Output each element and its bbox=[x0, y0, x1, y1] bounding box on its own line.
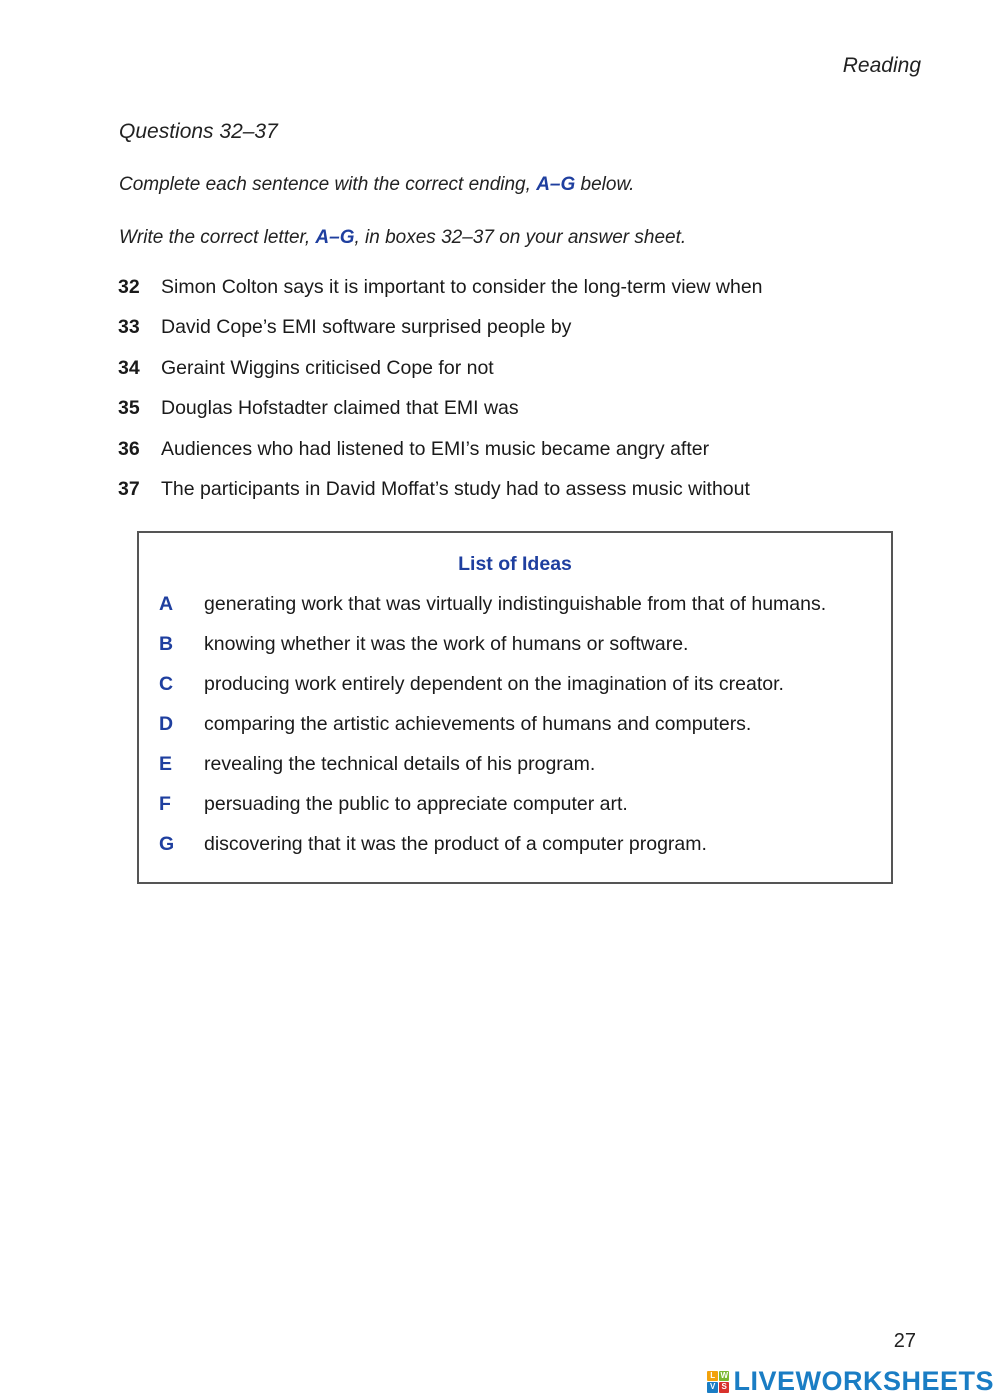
question-text: Audiences who had listened to EMI’s music became angry after bbox=[161, 437, 710, 460]
instruction-1-prefix: Complete each sentence with the correct ending, bbox=[119, 174, 537, 195]
idea-text: discovering that it was the product of a computer program. bbox=[204, 833, 707, 855]
idea-letter: G bbox=[159, 833, 175, 855]
idea-b bbox=[159, 633, 826, 673]
idea-text: knowing whether it was the work of humans or software. bbox=[204, 633, 689, 655]
question-number: 32 bbox=[118, 276, 140, 298]
question-text: David Cope’s EMI software surprised people by bbox=[161, 316, 572, 339]
question-32 bbox=[118, 276, 763, 316]
instruction-2-letter-range: A–G bbox=[315, 227, 355, 248]
idea-a bbox=[159, 593, 826, 633]
question-34 bbox=[118, 357, 763, 397]
list-of-ideas-box bbox=[137, 531, 893, 884]
question-number: 33 bbox=[118, 316, 140, 339]
idea-letter: C bbox=[159, 673, 174, 695]
idea-text: producing work entirely dependent on the imagination of its creator. bbox=[204, 673, 784, 695]
running-header: Reading bbox=[842, 54, 921, 77]
idea-letter: E bbox=[159, 753, 173, 775]
page-number: 27 bbox=[893, 1330, 916, 1352]
question-text: The participants in David Moffat’s study had to assess music without bbox=[161, 477, 750, 500]
question-text: Simon Colton says it is important to consider the long-term view when bbox=[161, 276, 763, 298]
instruction-2-suffix: , in boxes 32–37 on your answer sheet. bbox=[354, 227, 687, 248]
idea-c bbox=[159, 673, 826, 713]
question-33 bbox=[118, 316, 763, 356]
idea-f bbox=[159, 793, 826, 833]
logo-tile-w: W bbox=[720, 1370, 728, 1380]
instruction-write-letter bbox=[119, 227, 686, 249]
idea-text: comparing the artistic achievements of humans and computers. bbox=[204, 713, 752, 735]
question-number: 37 bbox=[118, 477, 140, 500]
question-number: 36 bbox=[118, 437, 140, 460]
question-36 bbox=[118, 438, 763, 478]
idea-d bbox=[159, 713, 826, 753]
question-number: 34 bbox=[118, 356, 140, 379]
ideas-title: List of Ideas bbox=[458, 553, 572, 575]
question-35 bbox=[118, 397, 763, 437]
idea-text: generating work that was virtually indistinguishable from that of humans. bbox=[204, 593, 827, 615]
idea-g bbox=[159, 833, 826, 873]
idea-e bbox=[159, 753, 826, 793]
ideas-list bbox=[159, 593, 826, 873]
questions-list bbox=[118, 276, 763, 518]
idea-text: revealing the technical details of his program. bbox=[204, 753, 596, 775]
liveworksheets-logo-icon bbox=[707, 1371, 729, 1393]
idea-letter: A bbox=[159, 593, 174, 615]
idea-letter: D bbox=[159, 713, 174, 735]
question-text: Douglas Hofstadter claimed that EMI was bbox=[161, 397, 519, 420]
instruction-2-prefix: Write the correct letter, bbox=[119, 227, 316, 248]
section-title: Questions 32–37 bbox=[119, 120, 278, 143]
instruction-1-suffix: below. bbox=[575, 174, 635, 195]
question-37 bbox=[118, 478, 763, 518]
question-text: Geraint Wiggins criticised Cope for not bbox=[161, 356, 494, 379]
question-number: 35 bbox=[118, 397, 140, 420]
idea-text: persuading the public to appreciate computer art. bbox=[204, 793, 628, 815]
instruction-complete-sentence bbox=[119, 174, 634, 196]
instruction-1-letter-range: A–G bbox=[536, 174, 576, 195]
logo-tile-l: L bbox=[707, 1371, 718, 1382]
logo-tile-s: S bbox=[719, 1382, 730, 1393]
brand-name: LIVEWORKSHEETS bbox=[733, 1366, 994, 1396]
idea-letter: B bbox=[159, 633, 174, 655]
logo-tile-v: V bbox=[707, 1382, 718, 1393]
liveworksheets-brand-link[interactable] bbox=[707, 1366, 994, 1397]
idea-letter: F bbox=[159, 793, 171, 815]
